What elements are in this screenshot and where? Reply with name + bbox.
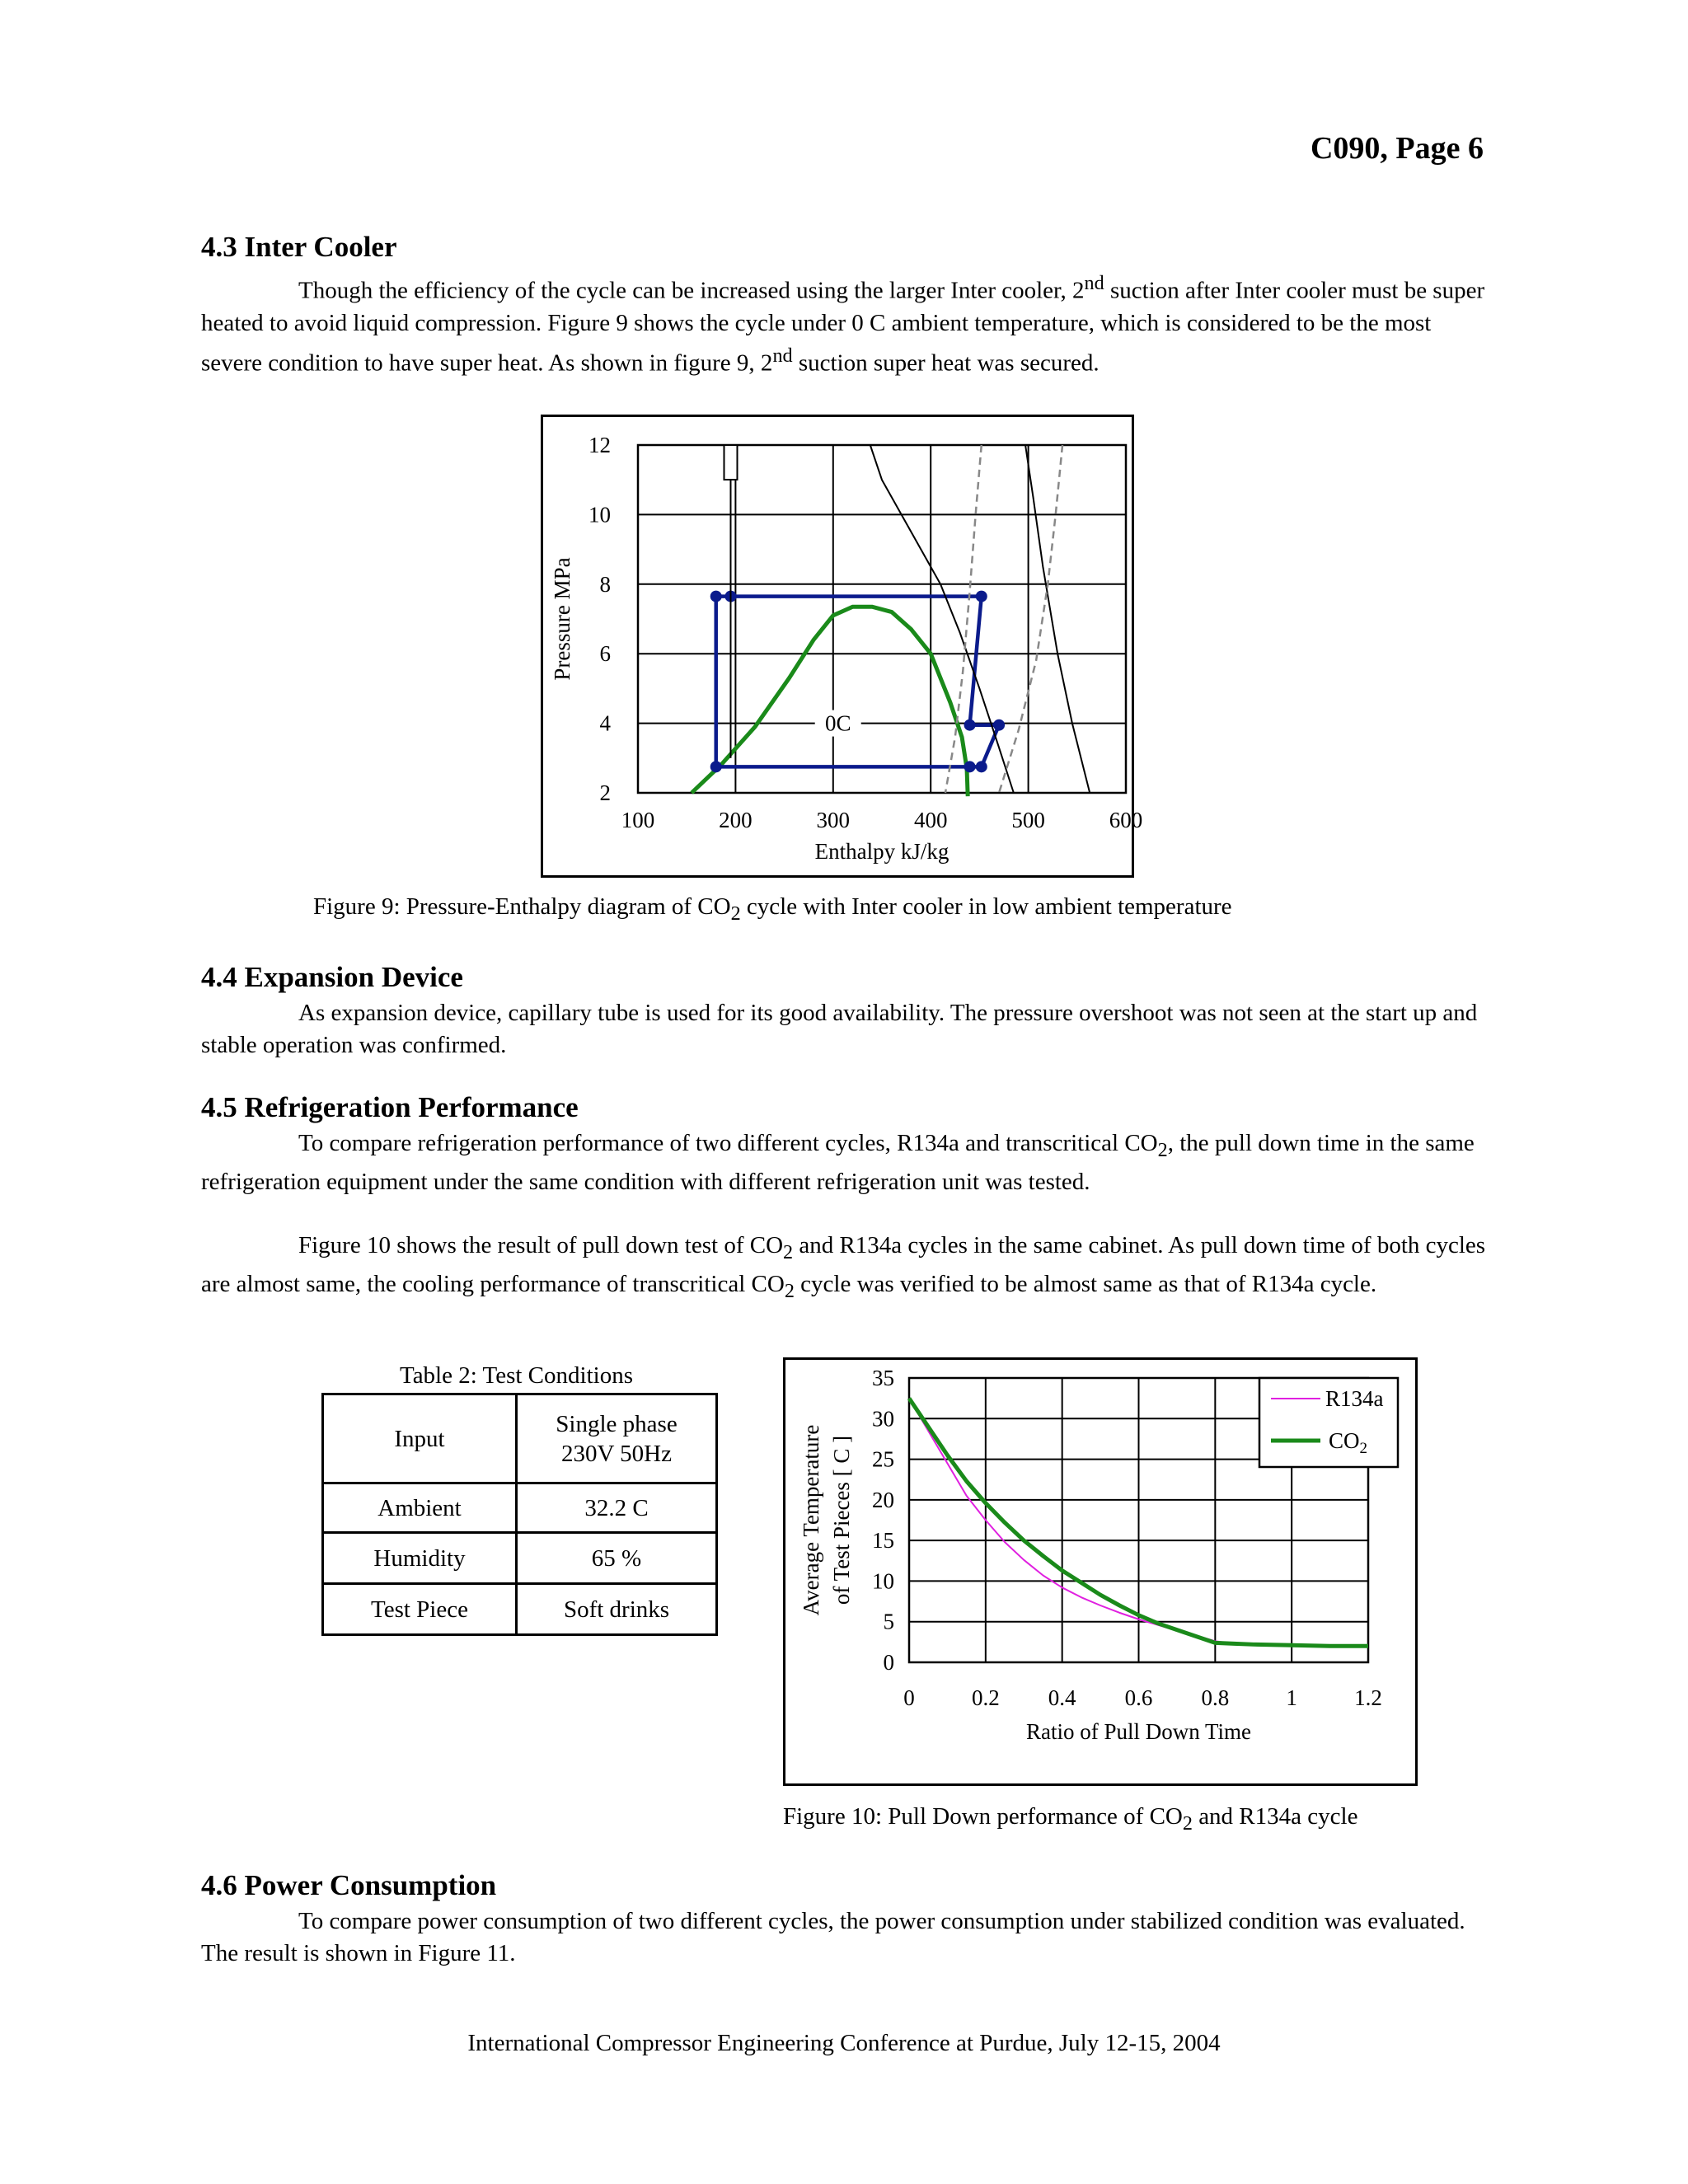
cycle-state-point	[710, 591, 722, 602]
table-cell-label: Input	[323, 1394, 517, 1483]
y-tick-label: 15	[872, 1528, 894, 1554]
section-4-6-title: 4.6 Power Consumption	[201, 1869, 497, 1901]
y-tick-label: 5	[883, 1609, 894, 1634]
x-tick-label: 0.4	[1048, 1685, 1076, 1710]
y-tick-label: 12	[588, 433, 611, 457]
figure-10-chart	[783, 1357, 1418, 1786]
cycle-state-point	[964, 719, 976, 731]
x-tick-label: 1	[1286, 1685, 1297, 1710]
y-tick-label: 0	[883, 1650, 894, 1675]
table-cell-value: 32.2 C	[517, 1483, 717, 1533]
y-tick-label: 25	[872, 1446, 894, 1472]
section-4-5-title: 4.5 Refrigeration Performance	[201, 1091, 579, 1123]
table-row	[323, 1483, 717, 1533]
x-tick-label: 200	[719, 808, 753, 832]
table-cell-value: Soft drinks	[517, 1584, 717, 1635]
y-axis-label-line1: Average Temperature	[799, 1424, 823, 1616]
x-tick-label: 1.2	[1354, 1685, 1382, 1710]
cycle-state-point	[976, 761, 987, 772]
x-tick-label: 300	[816, 808, 851, 832]
x-tick-label: 100	[621, 808, 655, 832]
x-tick-label: 0	[903, 1685, 915, 1710]
section-4-4-body: As expansion device, capillary tube is used for its good availability. The pressure overshoot was not seen at the start up and stable operation was confirmed.	[201, 1000, 1478, 1058]
table-row	[323, 1394, 717, 1483]
legend-label-co2: $CO_2$	[1329, 1428, 1368, 1457]
y-tick-label: 30	[872, 1406, 894, 1432]
y-tick-label: 10	[588, 502, 611, 527]
figure-9-chart	[541, 415, 1143, 878]
y-axis-label: Pressure MPa	[550, 557, 574, 681]
page-footer: International Compressor Engineering Conference at Purdue, July 12-15, 2004	[467, 2030, 1221, 2056]
cycle-state-point	[976, 591, 987, 602]
table-cell-label: Ambient	[323, 1483, 517, 1533]
table-2	[321, 1393, 718, 1636]
y-tick-label: 10	[872, 1568, 894, 1594]
section-4-3-title: 4.3 Inter Cooler	[201, 231, 397, 263]
x-axis-label: Ratio of Pull Down Time	[1025, 1719, 1252, 1744]
annotation-0c: 0C	[824, 710, 851, 736]
x-tick-label: 500	[1011, 808, 1045, 832]
table-cell-value: Single phase 230V 50Hz	[517, 1394, 717, 1483]
legend	[1259, 1378, 1398, 1467]
section-4-6-body: To compare power consumption of two different cycles, the power consumption under stabilized condition was evaluated. The result is shown in Figure 11.	[201, 1908, 1465, 1966]
cycle-state-point	[964, 761, 976, 772]
section-4-5-body: To compare refrigeration performance of two different cycles, R134a and transcritical $CO_2$, the pull down time in the same refrigeration equipment under the same condition with different refrigeration unit was tested. Figure 10 shows the result of pull down test of $CO_2$ and R134a cycles in the same cabinet. As pull down time of both cycles are almost same, the cooling performance of transcritical $CO_2$ cycle was verified to be almost same as that of R134a cycle.	[201, 1130, 1486, 1302]
y-tick-label: 4	[599, 710, 611, 736]
table-2-caption: Table 2: Test Conditions	[400, 1362, 633, 1389]
x-tick-label: 400	[913, 808, 948, 832]
figure-9-caption: Figure 9: Pressure-Enthalpy diagram of $CO_2$ cycle with Inter cooler in low ambient temperature	[313, 893, 1232, 925]
x-tick-label: 600	[1109, 808, 1143, 832]
x-tick-label: 0.8	[1201, 1685, 1230, 1710]
table-cell-label: Humidity	[323, 1533, 517, 1584]
cycle-state-point	[710, 761, 722, 772]
cycle-state-point	[993, 719, 1005, 731]
y-tick-label: 8	[599, 571, 611, 597]
x-tick-label: 0.2	[971, 1685, 1000, 1710]
figure-10-caption: Figure 10: Pull Down performance of $CO_2$ and R134a cycle	[783, 1803, 1358, 1835]
page-header: C090, Page 6	[1310, 131, 1484, 166]
y-tick-label: 6	[599, 641, 611, 667]
table-row	[323, 1584, 717, 1635]
section-4-4-title: 4.4 Expansion Device	[201, 961, 463, 993]
y-axis-label-line2: of Test Pieces [ C ]	[829, 1435, 854, 1605]
section-4-3-body: Though the efficiency of the cycle can be increased using the larger Inter cooler, 2nd suction after Inter cooler must be super heated to avoid liquid compression. Figure 9 shows the cycle under 0 C ambient temperature, which is considered to be the most severe condition to have super heat. As shown in figure 9, 2nd suction super heat was secured.	[201, 272, 1485, 377]
table-cell-value: 65 %	[517, 1533, 717, 1584]
y-tick-label: 20	[872, 1487, 894, 1512]
capillary-marker	[724, 445, 737, 480]
table-cell-label: Test Piece	[323, 1584, 517, 1635]
x-tick-label: 0.6	[1124, 1685, 1153, 1710]
y-tick-label: 2	[599, 780, 611, 805]
legend-label-r134a: R134a	[1325, 1386, 1384, 1411]
y-tick-label: 35	[872, 1366, 894, 1390]
table-row	[323, 1533, 717, 1584]
x-axis-label: Enthalpy kJ/kg	[814, 839, 950, 864]
